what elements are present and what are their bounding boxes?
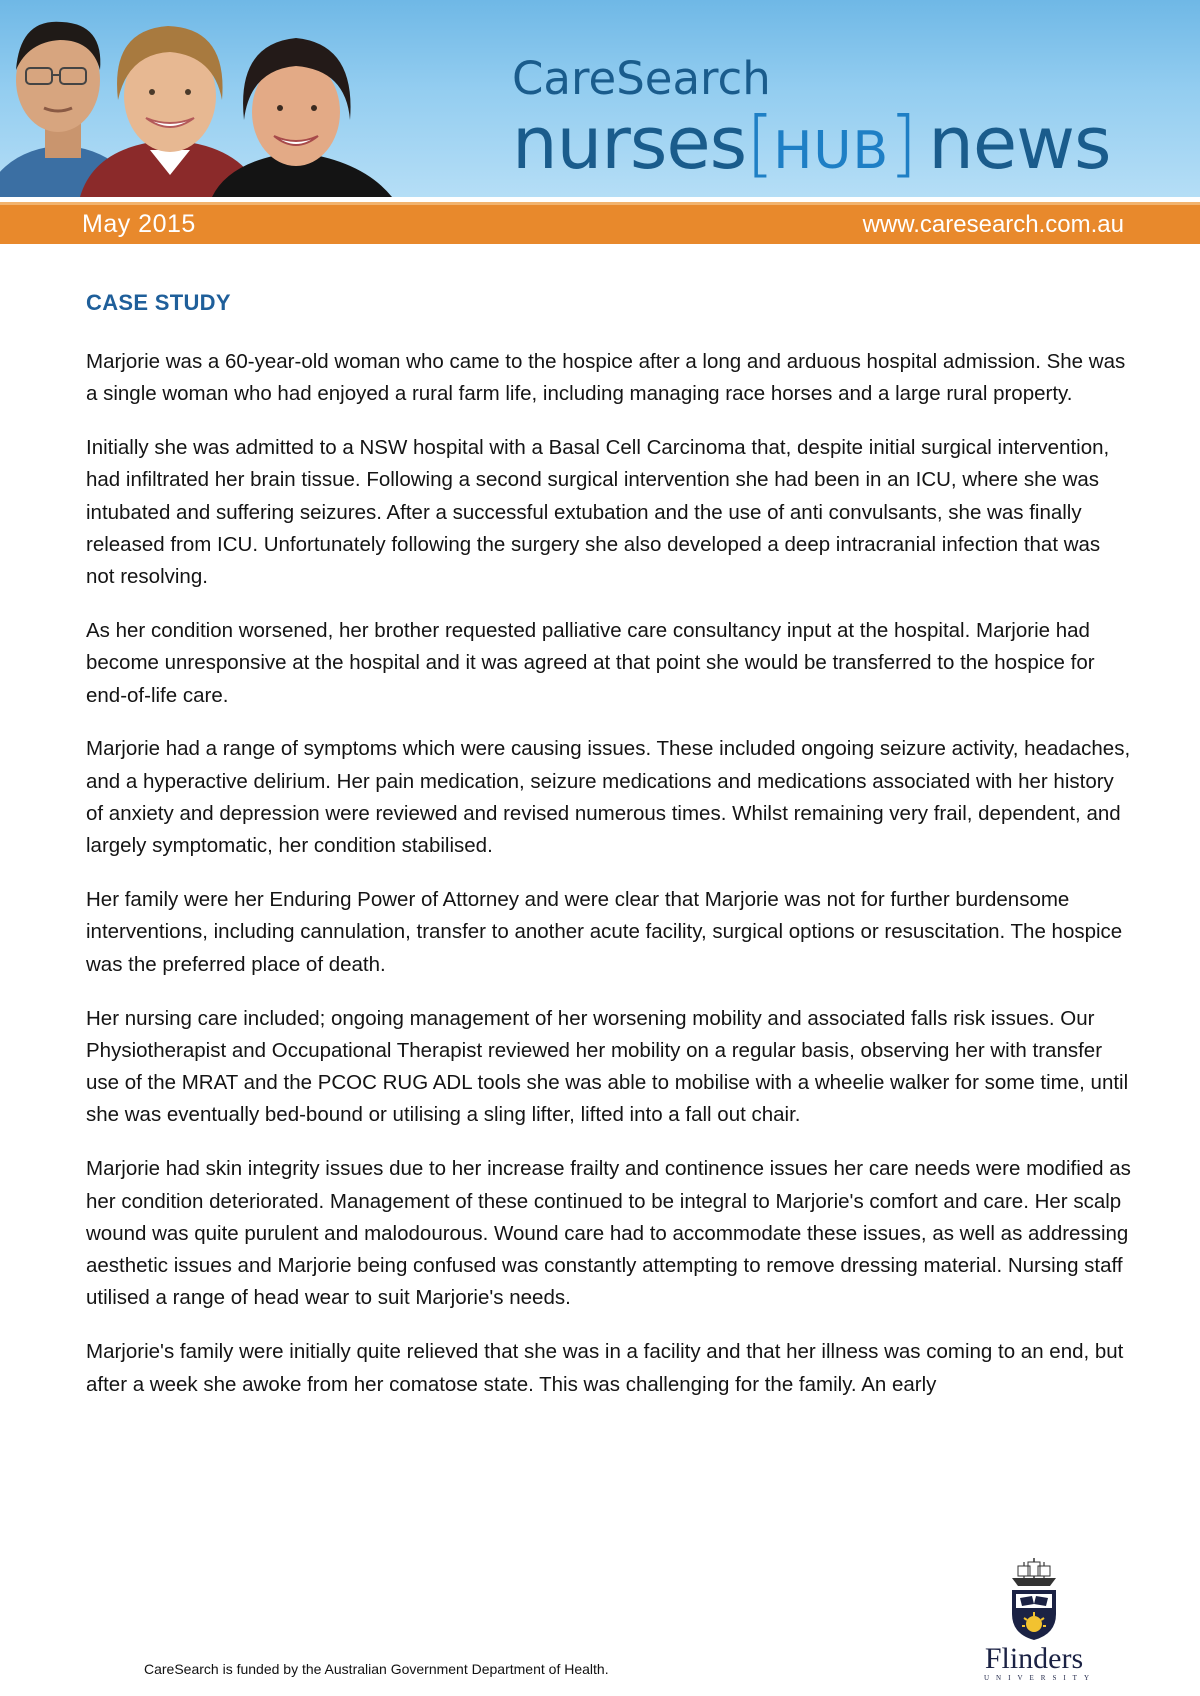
brand-nurses: nurses [512,101,747,185]
article-paragraph: Marjorie had a range of symptoms which were causing issues. These included ongoing seizure activity, headaches, and a hyperactive delirium. Her pain medication, seizure medications and medications associated with her history of anxiety and depression were reviewed and revised numerous times. Whilst remaining very frail, dependent, and largely symptomatic, her condition stabilised. [86,737,1131,858]
brand-hub: HUB [773,121,890,181]
brand-title [512,101,1111,185]
article-paragraph: Marjorie's family were initially quite relieved that she was in a facility and that her illness was coming to an end, but after a week she awoke from her comatose state. This was challenging for the family. An early [86,1340,1124,1396]
article-body [86,346,1132,1422]
brand-logo [512,52,1111,185]
website-link[interactable]: www.caresearch.com.au [862,211,1124,238]
brand-bracket-open: [ [746,101,774,185]
funding-note: CareSearch is funded by the Australian Government Department of Health. [144,1661,609,1677]
article-paragraph: Her nursing care included; ongoing management of her worsening mobility and associated falls risk issues. Our Physiotherapist and Occupational Therapist reviewed her mobility on a regular basis, observing her with transfer use of the MRAT and the PCOC RUG ADL tools she was able to mobilise with a wheelie walker for some time, until she was eventually bed-bound or utilising a sling lifter, lifted into a fall out chair. [86,1006,1129,1127]
article-paragraph: Marjorie had skin integrity issues due to her increase frailty and continence issues her care needs were modified as her condition deteriorated. Management of these continued to be integral to Marjorie's comfort and care. Her scalp wound was quite purulent and malodourous. Wound care had to accommodate these issues, as well as addressing aesthetic issues and Marjorie being confused was constantly attempting to remove dressing material. Nursing staff utilised a range of head wear to suit Marjorie's needs. [86,1157,1131,1310]
logo-wordmark: Flinders [984,1642,1084,1675]
header-photo-nurses [0,0,420,197]
issue-date: May 2015 [82,210,196,238]
header-banner [0,0,1200,197]
university-crest-icon [982,1556,1086,1642]
logo-subtitle: UNIVERSITY [984,1674,1096,1682]
brand-bracket-close: ] [889,101,917,185]
brand-news: news [928,101,1111,185]
article-paragraph: Initially she was admitted to a NSW hospital with a Basal Cell Carcinoma that, despite initial surgical intervention, had infiltrated her brain tissue. Following a second surgical intervention she had been in an ICU, where she was intubated and suffering seizures. After a successful extubation and the use of anti convulsants, she was finally released from ICU. Unfortunately following the surgery she also developed a deep intracranial infection that was not resolving. [86,436,1110,589]
article-paragraph: Her family were her Enduring Power of Attorney and were clear that Marjorie was not for further burdensome interventions, including cannulation, transfer to another acute facility, surgical options or resuscitation. The hospice was the preferred place of death. [86,888,1123,976]
date-bar [0,202,1200,244]
flinders-logo [982,1556,1096,1682]
brand-top: CareSearch [512,52,771,105]
article-paragraph: As her condition worsened, her brother requested palliative care consultancy input at the hospital. Marjorie had become unresponsive at the hospital and it was agreed at that point she would be transferred to the hospice for end-of-life care. [86,619,1095,707]
article-paragraph: Marjorie was a 60-year-old woman who came to the hospice after a long and arduous hospital admission. She was a single woman who had enjoyed a rural farm life, including managing race horses and a large rural property. [86,350,1126,406]
section-title: CASE STUDY [86,290,231,315]
